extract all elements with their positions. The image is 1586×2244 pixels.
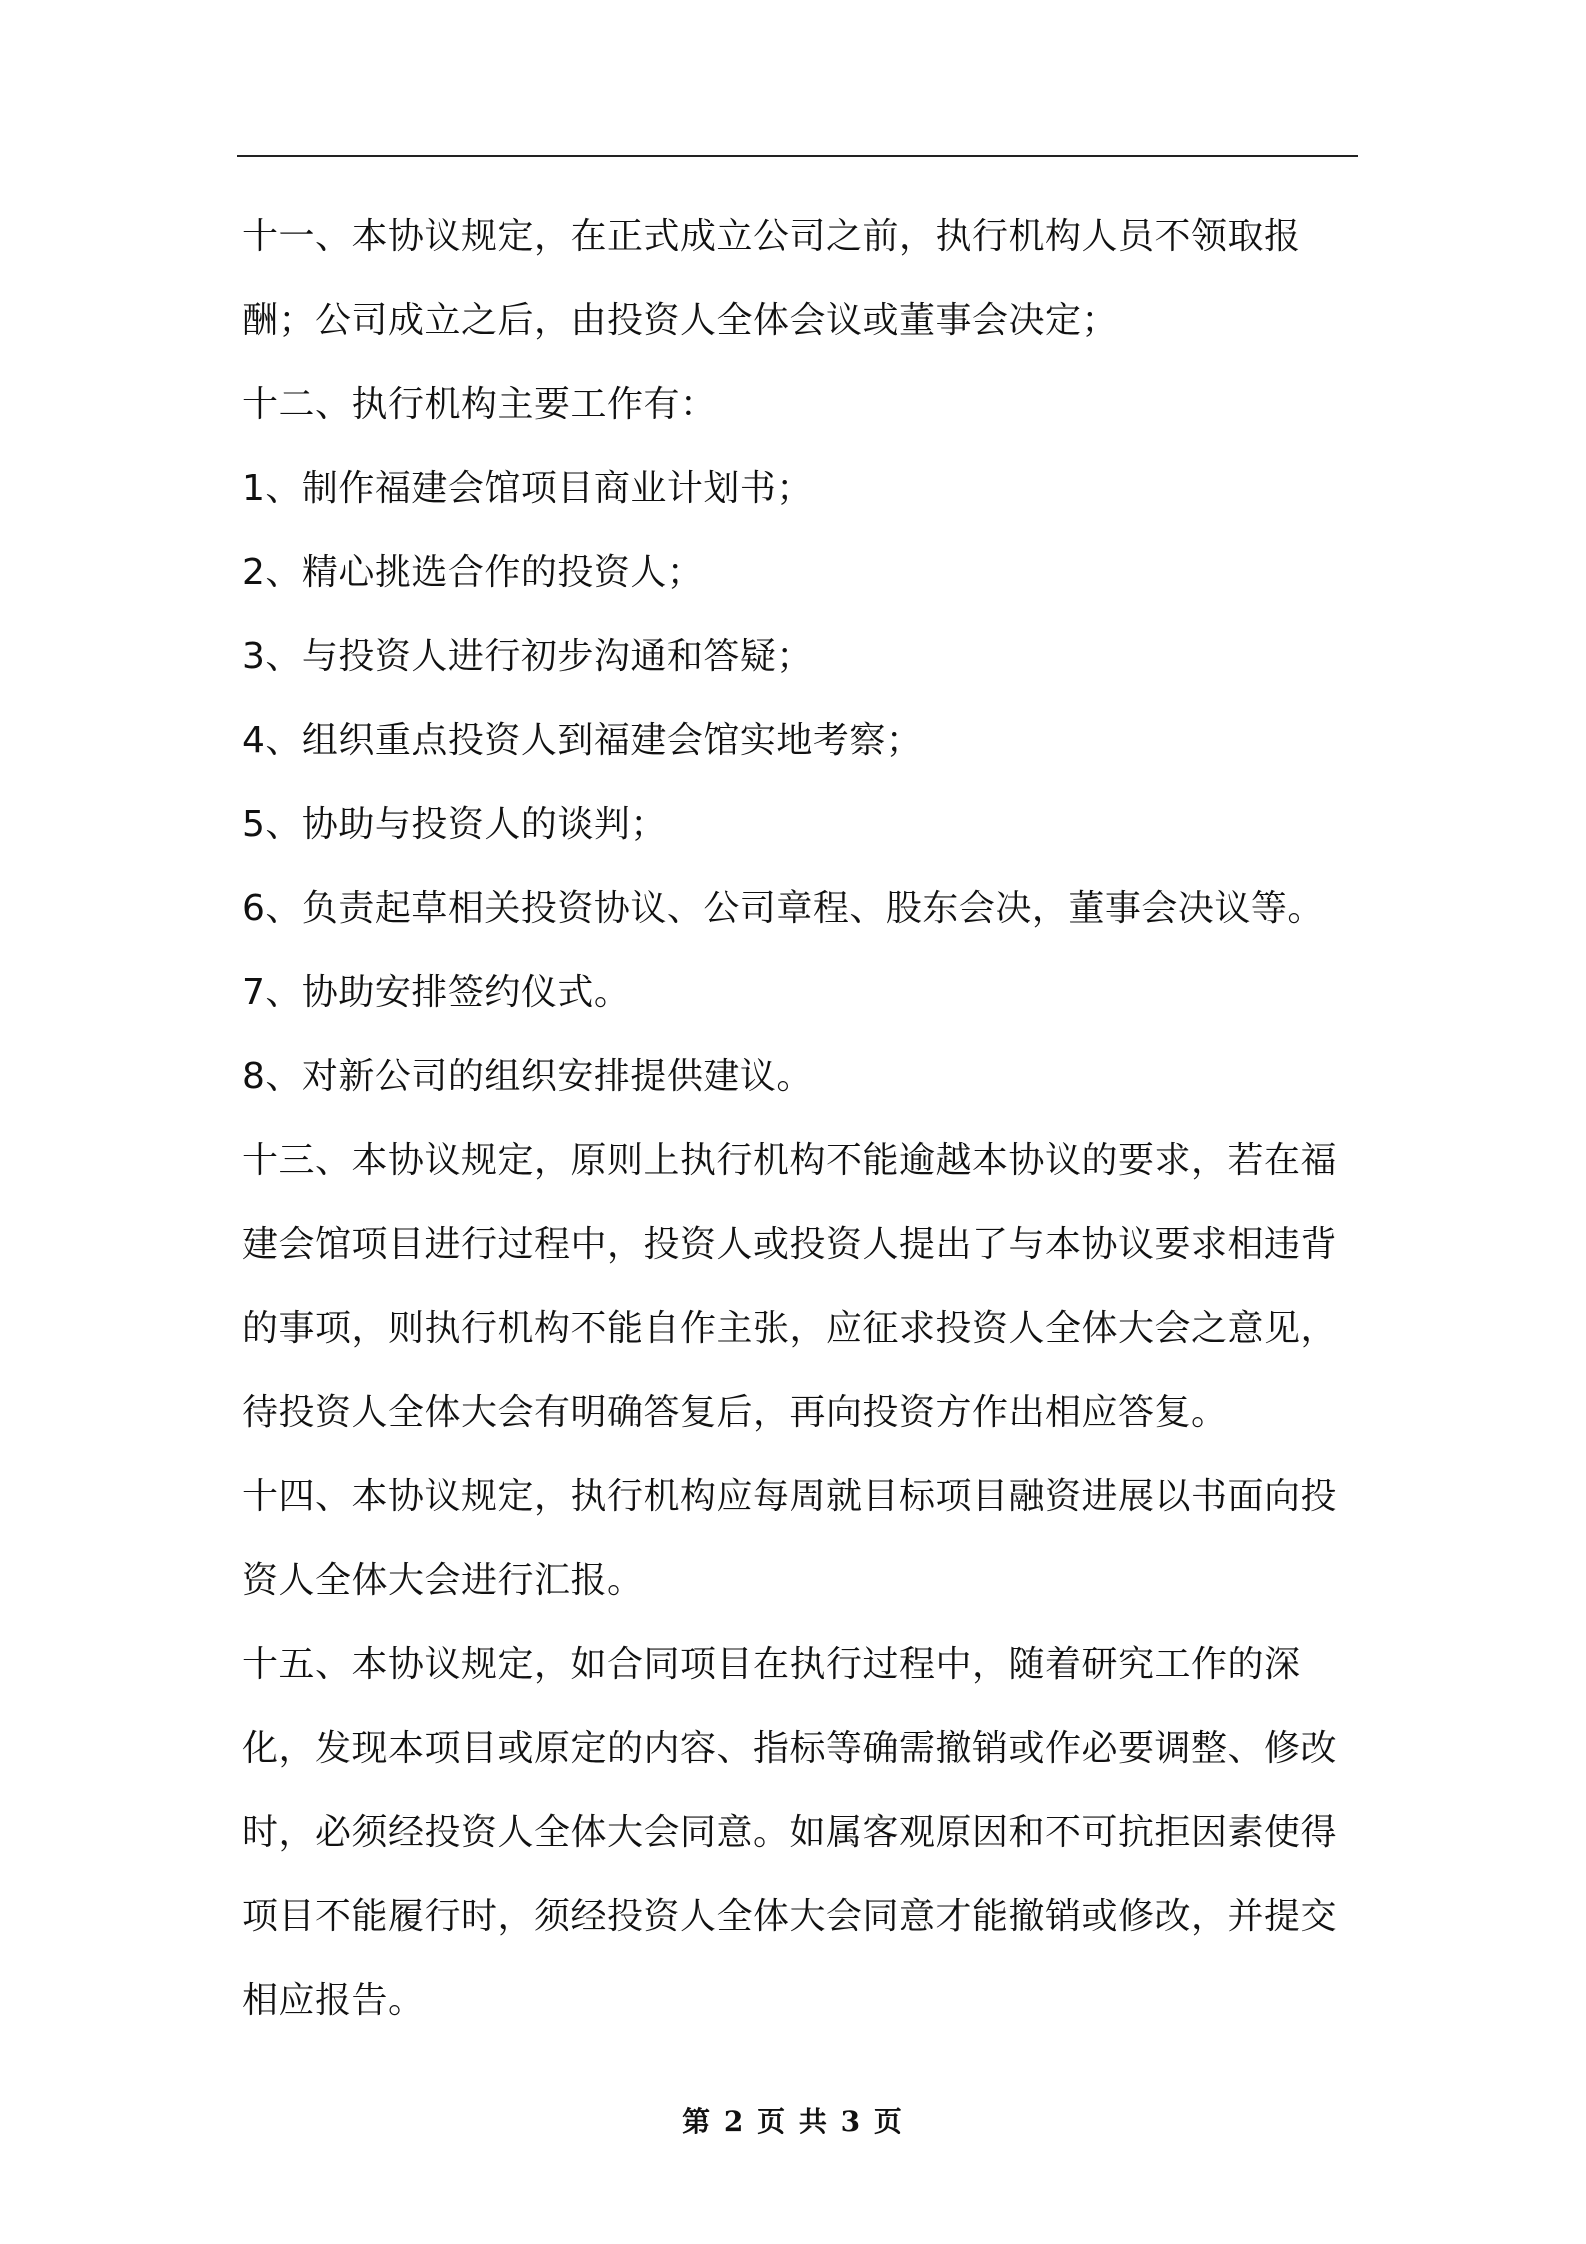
paragraph-clause-13: 十三、本协议规定，原则上执行机构不能逾越本协议的要求，若在福建会馆项目进行过程中，投资人或投资人提出了与本协议要求相违背的事项，则执行机构不能自作主张，应征求投资人全体大会之意见，待投资人全体大会有明确答复后，再向投资方作出相应答复。	[242, 1140, 1338, 1433]
paragraph-clause-14: 十四、本协议规定，执行机构应每周就目标项目融资进展以书面向投资人全体大会进行汇报。	[242, 1476, 1338, 1601]
list-item: 3、与投资人进行初步沟通和答疑；	[242, 636, 813, 677]
header-rule	[237, 155, 1358, 157]
list-item: 1、制作福建会馆项目商业计划书；	[242, 468, 813, 509]
page-number: 第 2 页 共 3 页	[682, 2105, 904, 2138]
paragraph-clause-11: 十一、本协议规定，在正式成立公司之前，执行机构人员不领取报酬；公司成立之后，由投资人全体会议或董事会决定；	[242, 216, 1301, 341]
list-item: 6、负责起草相关投资协议、公司章程、股东会决，董事会决议等。	[242, 888, 1324, 929]
list-item: 7、协助安排签约仪式。	[242, 972, 631, 1013]
document-body	[242, 195, 1357, 2043]
list-item: 8、对新公司的组织安排提供建议。	[242, 1056, 813, 1097]
list-item: 5、协助与投资人的谈判；	[242, 804, 667, 845]
list-item: 2、精心挑选合作的投资人；	[242, 552, 704, 593]
paragraph-clause-12: 十二、执行机构主要工作有：	[242, 384, 717, 425]
paragraph-clause-15: 十五、本协议规定，如合同项目在执行过程中，随着研究工作的深化，发现本项目或原定的内容、指标等确需撤销或作必要调整、修改时，必须经投资人全体大会同意。如属客观原因和不可抗拒因素使得项目不能履行时，须经投资人全体大会同意才能撤销或修改，并提交相应报告。	[242, 1644, 1338, 2021]
list-item: 4、组织重点投资人到福建会馆实地考察；	[242, 720, 923, 761]
